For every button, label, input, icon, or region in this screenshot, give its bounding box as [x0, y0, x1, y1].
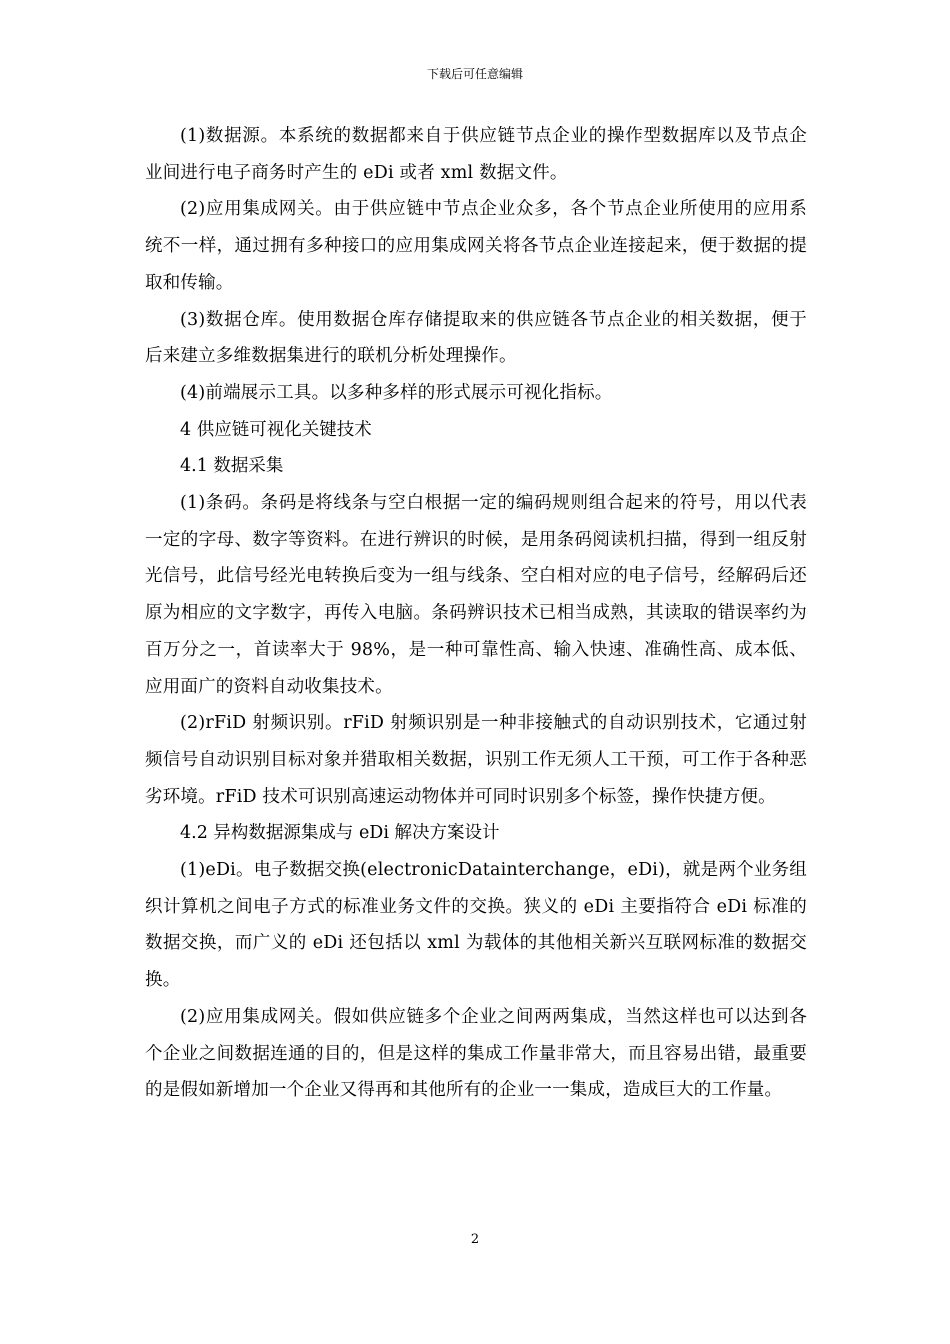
page-number: 2	[470, 1232, 480, 1247]
paragraph-data-warehouse: (3)数据仓库。使用数据仓库存储提取来的供应链各节点企业的相关数据，便于后来建立多维数据集进行的联机分析处理操作。	[145, 309, 807, 367]
paragraph-integration-gateway: (2)应用集成网关。由于供应链中节点企业众多，各个节点企业所使用的应用系统不一样，通过拥有多种接口的应用集成网关将各节点企业连接起来，便于数据的提取和传输。	[145, 199, 807, 293]
paragraph-frontend-tools: (4)前端展示工具。以多种多样的形式展示可视化指标。	[180, 382, 613, 403]
section-heading-4-2: 4.2 异构数据源集成与 eDi 解决方案设计	[180, 823, 500, 844]
paragraph-edi: (1)eDi。电子数据交换(electronicDatainterchange，eDi)，就是两个业务组织计算机之间电子方式的标准业务文件的交换。狭义的 eDi 主要指符合 eDi 标准的数据交换，而广义的 eDi 还包括以 xml 为载体的其他相关新兴互联网标准的数据交换。	[145, 860, 807, 991]
section-heading-4-1: 4.1 数据采集	[180, 456, 284, 477]
paragraph-rfid: (2)rFiD 射频识别。rFiD 射频识别是一种非接触式的自动识别技术，它通过射频信号自动识别目标对象并猎取相关数据，识别工作无须人工干预，可工作于各种恶劣环境。rFiD 技术可识别高速运动物体并可同时识别多个标签，操作快捷方便。	[145, 713, 807, 807]
page-header: 下载后可任意编辑	[426, 67, 523, 81]
section-heading-4: 4 供应链可视化关键技术	[180, 419, 372, 440]
paragraph-barcode: (1)条码。条码是将线条与空白根据一定的编码规则组合起来的符号，用以代表一定的字母、数字等资料。在进行辨识的时候，是用条码阅读机扫描，得到一组反射光信号，此信号经光电转换后变为一组与线条、空白相对应的电子信号，经解码后还原为相应的文字数字，再传入电脑。条码辨识技术已相当成熟，其读取的错误率约为百万分之一，首读率大于 98%，是一种可靠性高、输入快速、准确性高、成本低、应用面广的资料自动收集技术。	[145, 493, 807, 697]
paragraph-gateway-integration: (2)应用集成网关。假如供应链多个企业之间两两集成，当然这样也可以达到各个企业之间数据连通的目的，但是这样的集成工作量非常大，而且容易出错，最重要的是假如新增加一个企业又得再和其他所有的企业一一集成，造成巨大的工作量。	[145, 1006, 807, 1101]
document-body	[145, 118, 807, 1109]
paragraph-data-source: (1)数据源。本系统的数据都来自于供应链节点企业的操作型数据库以及节点企业间进行电子商务时产生的 eDi 或者 xml 数据文件。	[145, 126, 807, 183]
